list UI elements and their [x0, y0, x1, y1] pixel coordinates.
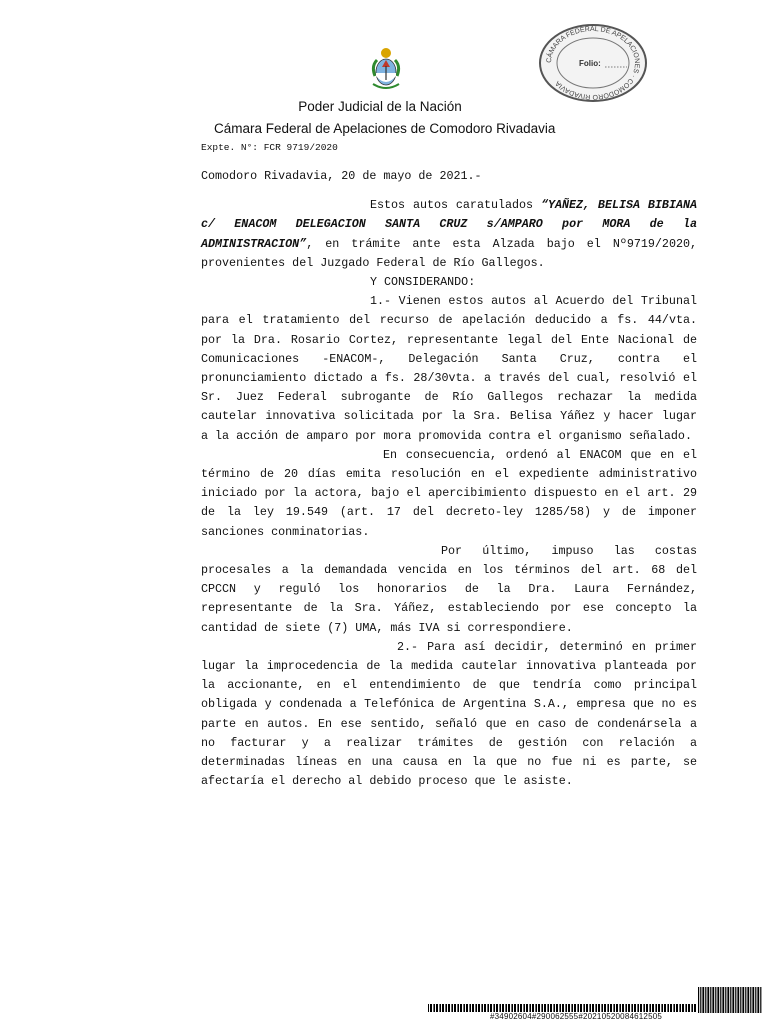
paragraph-2: En consecuencia, ordenó al ENACOM que en el término de 20 días emita resolución en el expediente administrativo iniciado por la actora, bajo el apercibimiento dispuesto en el art. 29 de la ley 19.549 (art. 17 del decreto-ley 1285/58) y de imponer sanciones conminatorias. [201, 447, 697, 539]
court-header-line1: Poder Judicial de la Nación [298, 99, 462, 114]
date-line: Comodoro Rivadavia, 20 de mayo de 2021.- [201, 169, 482, 183]
paragraph-3: Por último, impuso las costas procesales a la demandada vencida en los términos del art. 68 del CPCCN y reguló los honorarios de la Dra. Laura Fernández, representante de la Sra. Yáñez, estableciendo por ese concepto la cantidad de siete (7) UMA, más IVA si correspondiere. [201, 543, 697, 635]
coat-of-arms-icon [369, 46, 403, 92]
barcode-number: #34902604#290062555#20210520084612505 [490, 1012, 663, 1021]
court-stamp-icon [537, 22, 649, 104]
document-body [201, 167, 697, 792]
case-number: Expte. N°: FCR 9719/2020 [201, 142, 338, 153]
barcode-strip [428, 1004, 696, 1012]
stamp-folio-label: Folio: [579, 59, 601, 68]
court-header-line2: Cámara Federal de Apelaciones de Comodoro Rivadavia [214, 121, 556, 136]
paragraph-4: 2.- Para así decidir, determinó en primer lugar la improcedencia de la medida cautelar innovativa planteada por la accionante, en el entendimiento de que tendría como principal obligada y condenada a Telefónica de Argentina S.A., empresa que no es parte en autos. En ese sentido, señaló que en caso de condenársela a no facturar y a realizar trámites de gestión con relación a determinadas líneas en una causa en la que no fue ni es parte, se afectaría el derecho al debido proceso que le asiste. [201, 639, 697, 789]
paragraph-intro: Estos autos caratulados “YAÑEZ, BELISA BIBIANA c/ ENACOM DELEGACION SANTA CRUZ s/AMPARO por MORA de la ADMINISTRACION”, en trámite ante esta Alzada bajo el Nº9719/2020, provenientes del Juzgado Federal de Río Gallegos. [201, 198, 697, 270]
case-title: “YAÑEZ, BELISA BIBIANA c/ ENACOM DELEGACION SANTA CRUZ s/AMPARO por MORA de la ADMINISTRACION” [201, 198, 697, 251]
considerando-heading: Y CONSIDERANDO: [370, 275, 476, 290]
stamp-ring-text: CÁMARA FEDERAL DE APELACIONES · COMODORO RIVADAVIA [545, 25, 641, 101]
paragraph-1: 1.- Vienen estos autos al Acuerdo del Tribunal para el tratamiento del recurso de apelación deducido a fs. 44/vta. por la Dra. Rosario Cortez, representante legal del Ente Nacional de Comunicaciones -ENACOM-, Delegación Santa Cruz, contra el pronunciamiento dictado a fs. 28/30vta. a través del cual, resolvió el Sr. Juez Federal subrogante de Río Gallegos rechazar la medida cautelar innovativa solicitada por la Sra. Belisa Yáñez y hacer lugar a la acción de amparo por mora promovida contra el organismo señalado. [201, 294, 697, 443]
barcode-icon [698, 987, 762, 1013]
